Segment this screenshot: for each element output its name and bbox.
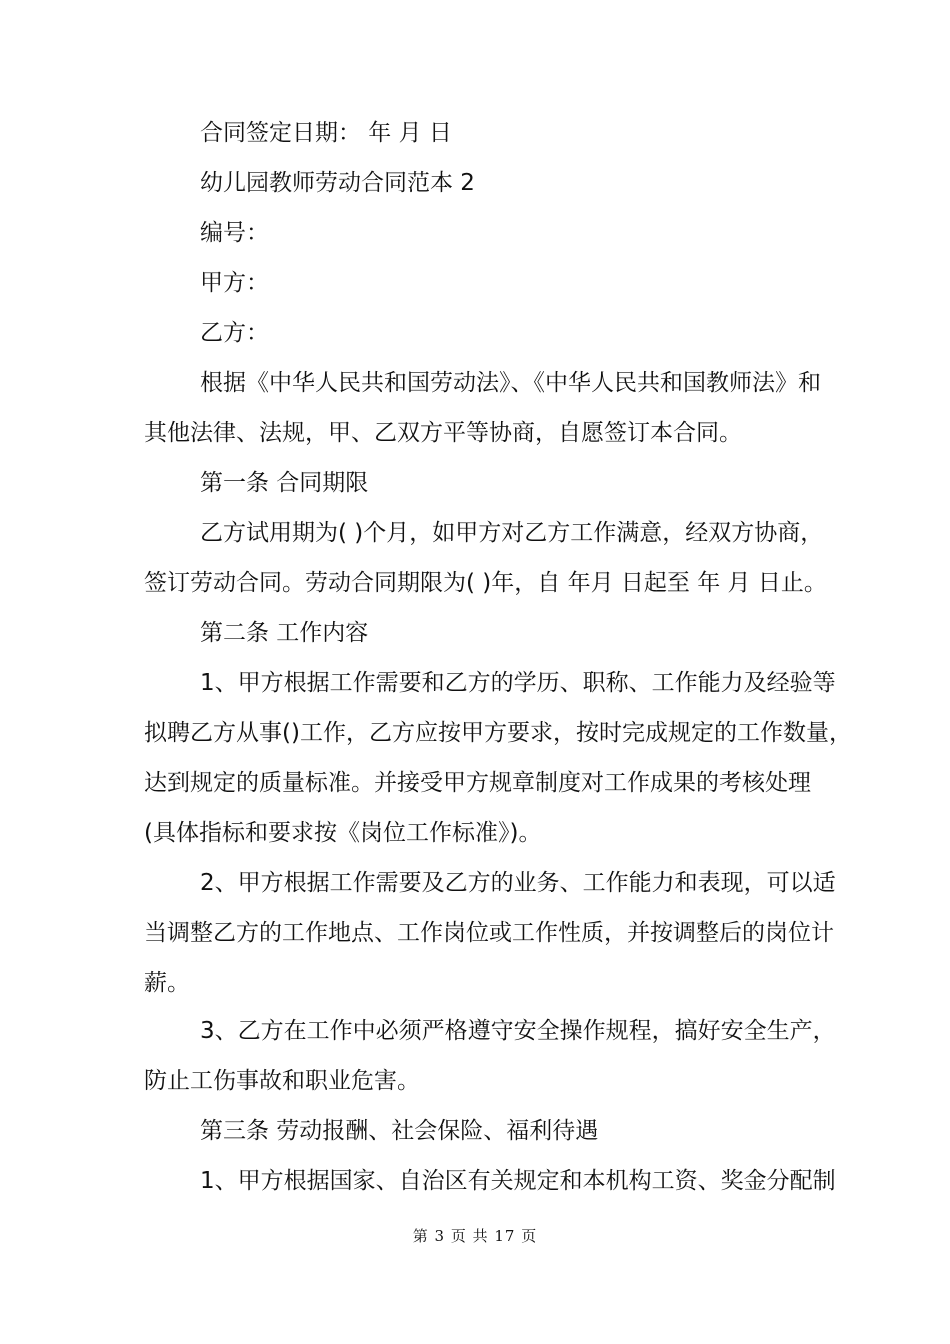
- basis-paragraph-line-2: 其他法律、法规，甲、乙双方平等协商，自愿签订本合同。: [144, 420, 742, 446]
- sign-date-line: 合同签定日期： 年 月 日: [200, 120, 452, 146]
- party-a-label: 甲方：: [200, 270, 269, 296]
- article-2-item-3-line-1: 3、乙方在工作中必须严格遵守安全操作规程，搞好安全生产，: [200, 1018, 836, 1044]
- article-2-item-1-line-4: (具体指标和要求按《岗位工作标准》)。: [144, 820, 542, 846]
- article-2-item-3-line-2: 防止工伤事故和职业危害。: [144, 1068, 420, 1094]
- article-1-heading: 第一条 合同期限: [200, 470, 369, 496]
- article-1-line-2: 签订劳动合同。劳动合同期限为( )年，自 年月 日起至 年 月 日止。: [144, 570, 827, 596]
- party-b-label: 乙方：: [200, 320, 269, 346]
- article-3-item-1-line-1: 1、甲方根据国家、自治区有关规定和本机构工资、奖金分配制: [200, 1168, 836, 1194]
- article-2-item-1-line-3: 达到规定的质量标准。并接受甲方规章制度对工作成果的考核处理: [144, 770, 811, 796]
- article-2-item-2-line-2: 当调整乙方的工作地点、工作岗位或工作性质，并按调整后的岗位计: [144, 920, 834, 946]
- article-2-item-1-line-2: 拟聘乙方从事()工作，乙方应按甲方要求，按时完成规定的工作数量，: [144, 720, 852, 746]
- article-2-item-2-line-3: 薪。: [144, 970, 190, 996]
- basis-paragraph-line-1: 根据《中华人民共和国劳动法》、《中华人民共和国教师法》和: [200, 370, 821, 396]
- article-2-heading: 第二条 工作内容: [200, 620, 369, 646]
- contract-title: 幼儿园教师劳动合同范本 2: [200, 170, 475, 196]
- article-2-item-1-line-1: 1、甲方根据工作需要和乙方的学历、职称、工作能力及经验等: [200, 670, 836, 696]
- page-number-footer: 第 3 页 共 17 页: [412, 1227, 538, 1245]
- contract-number-label: 编号：: [200, 220, 269, 246]
- article-1-line-1: 乙方试用期为( )个月，如甲方对乙方工作满意，经双方协商，: [200, 520, 824, 546]
- article-3-heading: 第三条 劳动报酬、社会保险、福利待遇: [200, 1118, 599, 1144]
- article-2-item-2-line-1: 2、甲方根据工作需要及乙方的业务、工作能力和表现，可以适: [200, 870, 836, 896]
